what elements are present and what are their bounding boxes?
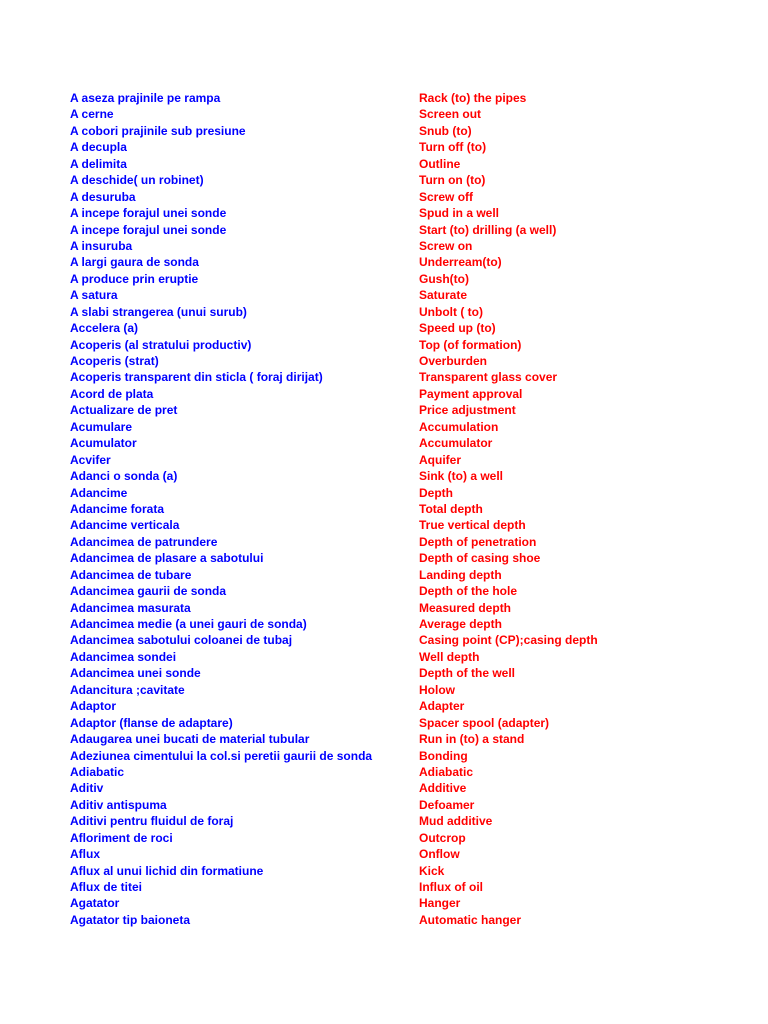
romanian-term: Aflux xyxy=(70,847,100,862)
english-term: Bonding xyxy=(419,748,468,763)
glossary-row xyxy=(70,304,710,320)
glossary-row xyxy=(70,632,710,648)
english-term: Spacer spool (adapter) xyxy=(419,715,550,730)
english-term: Underream(to) xyxy=(419,255,502,270)
glossary-row xyxy=(70,649,710,665)
english-term: Accumulator xyxy=(419,436,493,451)
english-term: Adapter xyxy=(419,699,465,714)
glossary-row xyxy=(70,139,710,155)
glossary-row xyxy=(70,435,710,451)
english-term: Landing depth xyxy=(419,567,502,582)
glossary-row xyxy=(70,205,710,221)
romanian-term: Acoperis transparent din sticla ( foraj dirijat) xyxy=(70,370,323,385)
romanian-term: A delimita xyxy=(70,156,127,171)
glossary-row xyxy=(70,172,710,188)
english-term: True vertical depth xyxy=(419,518,526,533)
glossary-row xyxy=(70,550,710,566)
glossary-row xyxy=(70,156,710,172)
english-term: Depth xyxy=(419,485,453,500)
english-term: Price adjustment xyxy=(419,403,516,418)
romanian-term: A largi gaura de sonda xyxy=(70,255,199,270)
romanian-term: A decupla xyxy=(70,140,127,155)
romanian-term: Adancimea de patrundere xyxy=(70,534,218,549)
glossary-row xyxy=(70,189,710,205)
romanian-term: Adancimea de plasare a sabotului xyxy=(70,551,264,566)
english-term: Measured depth xyxy=(419,600,512,615)
glossary-row xyxy=(70,813,710,829)
glossary-row xyxy=(70,106,710,122)
english-term: Snub (to) xyxy=(419,123,472,138)
glossary-row xyxy=(70,764,710,780)
english-term: Adiabatic xyxy=(419,764,474,779)
english-term: Onflow xyxy=(419,847,460,862)
romanian-term: Adancime forata xyxy=(70,501,165,516)
english-term: Gush(to) xyxy=(419,271,469,286)
glossary-row xyxy=(70,731,710,747)
romanian-term: Adanci o sonda (a) xyxy=(70,469,178,484)
glossary-row xyxy=(70,567,710,583)
romanian-term: Actualizare de pret xyxy=(70,403,178,418)
glossary-row xyxy=(70,682,710,698)
glossary-row xyxy=(70,337,710,353)
romanian-term: A desuruba xyxy=(70,189,136,204)
glossary-row xyxy=(70,353,710,369)
romanian-term: Adancime xyxy=(70,485,128,500)
english-term: Depth of the hole xyxy=(419,584,517,599)
romanian-term: Acumulare xyxy=(70,419,133,434)
glossary-row xyxy=(70,912,710,928)
glossary-row xyxy=(70,517,710,533)
romanian-term: Adaptor (flanse de adaptare) xyxy=(70,715,233,730)
english-term: Rack (to) the pipes xyxy=(419,91,527,105)
english-term: Holow xyxy=(419,682,455,697)
romanian-term: Aditiv xyxy=(70,781,104,796)
glossary-row xyxy=(70,271,710,287)
romanian-term: Agatator tip baioneta xyxy=(70,912,191,927)
english-term: Depth of the well xyxy=(419,666,515,681)
english-term: Screw off xyxy=(419,189,474,204)
romanian-term: Adancimea de tubare xyxy=(70,567,192,582)
romanian-term: A cerne xyxy=(70,107,114,122)
glossary-row xyxy=(70,780,710,796)
english-term: Casing point (CP);casing depth xyxy=(419,633,598,648)
romanian-term: A cobori prajinile sub presiune xyxy=(70,123,246,138)
english-term: Turn on (to) xyxy=(419,173,486,188)
english-term: Additive xyxy=(419,781,467,796)
english-term: Turn off (to) xyxy=(419,140,487,155)
romanian-term: Adiabatic xyxy=(70,764,125,779)
english-term: Accumulation xyxy=(419,419,499,434)
romanian-term: Accelera (a) xyxy=(70,321,139,336)
english-term: Hanger xyxy=(419,896,461,911)
romanian-term: Adancitura ;cavitate xyxy=(70,682,185,697)
glossary-row xyxy=(70,468,710,484)
english-term: Transparent glass cover xyxy=(419,370,558,385)
romanian-term: Adancimea unei sonde xyxy=(70,666,201,681)
glossary-row xyxy=(70,583,710,599)
romanian-term: Aflux al unui lichid din formatiune xyxy=(70,863,264,878)
romanian-term: Acoperis (strat) xyxy=(70,354,159,368)
english-term: Depth of casing shoe xyxy=(419,551,541,566)
english-term: Saturate xyxy=(419,288,468,303)
romanian-term: Adancimea masurata xyxy=(70,600,191,615)
english-term: Unbolt ( to) xyxy=(419,304,483,319)
glossary-row xyxy=(70,830,710,846)
english-term: Average depth xyxy=(419,617,502,631)
glossary-row xyxy=(70,715,710,731)
romanian-term: Adancimea medie (a unei gauri de sonda) xyxy=(70,617,307,631)
romanian-term: A satura xyxy=(70,288,118,303)
romanian-term: Acvifer xyxy=(70,452,111,467)
english-term: Sink (to) a well xyxy=(419,469,504,484)
english-term: Aquifer xyxy=(419,452,461,467)
glossary-row xyxy=(70,419,710,435)
english-term: Kick xyxy=(419,863,445,878)
romanian-term: Afloriment de roci xyxy=(70,830,173,845)
english-term: Overburden xyxy=(419,354,488,368)
english-term: Screw on xyxy=(419,238,473,253)
glossary-row xyxy=(70,501,710,517)
english-term: Automatic hanger xyxy=(419,912,522,927)
english-term: Outcrop xyxy=(419,830,466,845)
glossary-row xyxy=(70,222,710,238)
romanian-term: Adaugarea unei bucati de material tubular xyxy=(70,732,310,747)
glossary-row xyxy=(70,895,710,911)
glossary-row xyxy=(70,797,710,813)
glossary-row xyxy=(70,238,710,254)
romanian-term: Aflux de titei xyxy=(70,880,143,894)
romanian-term: A insuruba xyxy=(70,238,133,253)
romanian-term: Adancimea sabotului coloanei de tubaj xyxy=(70,633,293,648)
english-term: Outline xyxy=(419,156,461,171)
english-term: Run in (to) a stand xyxy=(419,732,525,747)
romanian-term: A incepe forajul unei sonde xyxy=(70,222,227,237)
glossary-row xyxy=(70,665,710,681)
english-term: Payment approval xyxy=(419,386,523,401)
glossary-row xyxy=(70,452,710,468)
romanian-term: Acoperis (al stratului productiv) xyxy=(70,337,252,352)
romanian-term: Acord de plata xyxy=(70,386,154,401)
english-term: Screen out xyxy=(419,107,482,122)
glossary-row xyxy=(70,616,710,632)
romanian-term: A produce prin eruptie xyxy=(70,271,199,286)
glossary-row xyxy=(70,748,710,764)
glossary-row xyxy=(70,369,710,385)
glossary-row xyxy=(70,320,710,336)
english-term: Defoamer xyxy=(419,797,475,812)
english-term: Spud in a well xyxy=(419,206,500,221)
romanian-term: A aseza prajinile pe rampa xyxy=(70,91,221,105)
romanian-term: Adeziunea cimentului la col.si peretii gaurii de sonda xyxy=(70,748,373,763)
glossary-row xyxy=(70,879,710,895)
romanian-term: Aditiv antispuma xyxy=(70,797,167,812)
english-term: Depth of penetration xyxy=(419,534,537,549)
romanian-term: Acumulator xyxy=(70,436,137,451)
romanian-term: A incepe forajul unei sonde xyxy=(70,206,227,221)
english-term: Top (of formation) xyxy=(419,337,522,352)
glossary-row xyxy=(70,386,710,402)
glossary-row xyxy=(70,123,710,139)
english-term: Total depth xyxy=(419,501,483,516)
english-term: Speed up (to) xyxy=(419,321,496,336)
glossary-row xyxy=(70,698,710,714)
glossary-row xyxy=(70,600,710,616)
romanian-term: Aditivi pentru fluidul de foraj xyxy=(70,814,234,829)
glossary-row xyxy=(70,287,710,303)
glossary-row xyxy=(70,254,710,270)
glossary-table xyxy=(70,90,710,928)
english-term: Influx of oil xyxy=(419,880,483,894)
romanian-term: A slabi strangerea (unui surub) xyxy=(70,304,247,319)
glossary-row xyxy=(70,485,710,501)
romanian-term: Adaptor xyxy=(70,699,116,714)
glossary-row xyxy=(70,863,710,879)
romanian-term: Adancimea gaurii de sonda xyxy=(70,584,227,599)
glossary-row xyxy=(70,90,710,106)
english-term: Well depth xyxy=(419,649,480,664)
glossary-row xyxy=(70,846,710,862)
glossary-row xyxy=(70,402,710,418)
romanian-term: Agatator xyxy=(70,896,120,911)
english-term: Mud additive xyxy=(419,814,493,829)
romanian-term: Adancime verticala xyxy=(70,518,180,533)
romanian-term: Adancimea sondei xyxy=(70,649,177,664)
english-term: Start (to) drilling (a well) xyxy=(419,222,557,237)
glossary-row xyxy=(70,534,710,550)
romanian-term: A deschide( un robinet) xyxy=(70,173,204,188)
